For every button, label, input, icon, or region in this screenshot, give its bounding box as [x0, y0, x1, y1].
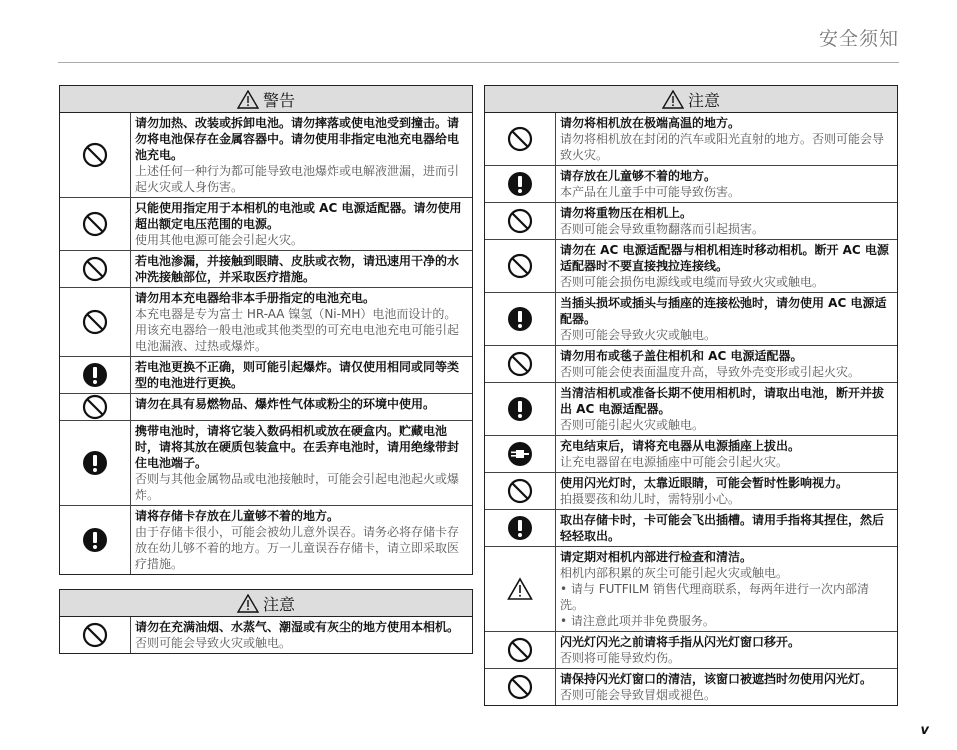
caution-box-right-heading — [485, 86, 897, 113]
safety-item-instruction: 取出存储卡时，卡可能会飞出插槽。请用手指将其捏住，然后轻轻取出。 — [560, 513, 885, 543]
mandatory-icon — [485, 383, 556, 435]
safety-item-note: 请勿将相机放在封闭的汽车或阳光直射的地方。否则可能会导致火灾。 — [560, 132, 885, 162]
safety-item-note: 本产品在儿童手中可能导致伤害。 — [560, 185, 741, 199]
safety-item-instruction: 若电池渗漏，并接触到眼睛、皮肤或衣物，请迅速用干净的水冲洗接触部位，并采取医疗措施。 — [135, 254, 460, 284]
safety-item — [60, 393, 472, 420]
safety-item-instruction: 请定期对相机内部进行检查和清洁。 — [560, 550, 753, 564]
prohibition-icon — [60, 198, 131, 250]
safety-item-note: 本充电器是专为富士 HR-AA 镍氢（Ni-MH）电池而设计的。用该充电器给一般电池或其他类型的可充电电池充电可能引起电池漏液、过热或爆炸。 — [135, 307, 460, 353]
caution-box-left — [59, 589, 473, 654]
safety-item-instruction: 当插头损坏或插头与插座的连接松弛时，请勿使用 AC 电源适配器。 — [560, 296, 887, 326]
prohibition-icon — [485, 346, 556, 382]
prohibition-icon — [485, 473, 556, 509]
warning-box-heading — [60, 86, 472, 113]
caution-triangle-icon — [485, 547, 556, 631]
safety-item — [485, 668, 897, 705]
caution-triangle-icon — [237, 90, 259, 109]
safety-item-note: 否则可能会导致火灾或触电。 — [135, 636, 292, 650]
header-divider — [58, 62, 899, 63]
page-number: v — [920, 723, 929, 738]
safety-item-text — [556, 166, 897, 202]
safety-item — [60, 197, 472, 250]
safety-item-instruction: 请存放在儿童够不着的地方。 — [560, 169, 717, 183]
safety-item-note: 让充电器留在电源插座中可能会引起火灾。 — [560, 455, 789, 469]
safety-item-instruction: 只能使用指定用于本相机的电池或 AC 电源适配器。请勿使用超出额定电压范围的电源。 — [135, 201, 462, 231]
prohibition-icon — [485, 113, 556, 165]
right-column — [484, 85, 898, 720]
prohibition-icon — [485, 240, 556, 292]
caution-box-right — [484, 85, 898, 706]
safety-item-instruction: 当清洁相机或准备长期不使用相机时，请取出电池，断开并拔出 AC 电源适配器。 — [560, 386, 885, 416]
box-heading-text: 注意 — [262, 594, 295, 614]
safety-item-text — [556, 632, 897, 668]
safety-item — [485, 631, 897, 668]
prohibition-icon — [60, 288, 131, 356]
safety-item — [485, 202, 897, 239]
safety-item — [60, 250, 472, 287]
safety-item — [485, 382, 897, 435]
safety-item-instruction: 请将存储卡存放在儿童够不着的地方。 — [135, 509, 340, 523]
safety-item-text — [131, 198, 472, 250]
safety-item-text — [556, 436, 897, 472]
caution-triangle-icon — [662, 90, 684, 109]
safety-item-instruction: 请勿将重物压在相机上。 — [560, 206, 693, 220]
safety-item-text — [556, 293, 897, 345]
safety-item — [485, 345, 897, 382]
safety-item-text — [131, 421, 472, 505]
safety-item — [485, 509, 897, 546]
safety-item-note: 否则可能会导致重物翻落而引起损害。 — [560, 222, 765, 236]
safety-item — [485, 165, 897, 202]
safety-item-instruction: 请勿在具有易燃物品、爆炸性气体或粉尘的环境中使用。 — [135, 397, 436, 411]
safety-item-text — [556, 203, 897, 239]
warning-box — [59, 85, 473, 575]
safety-item-instruction: 携带电池时，请将它装入数码相机或放在硬盒内。贮藏电池时，请将其放在硬质包装盒中。在丢弃电池时，请用绝缘带封住电池端子。 — [135, 424, 460, 470]
safety-item-note: 相机内部积累的灰尘可能引起火灾或触电。 — [560, 566, 789, 580]
safety-item-text — [131, 394, 472, 420]
safety-item-text — [131, 506, 472, 574]
safety-item-text — [556, 113, 897, 165]
safety-item — [485, 239, 897, 292]
safety-item-note: 由于存储卡很小，可能会被幼儿意外误吞。请务必将存储卡存放在幼儿够不着的地方。万一儿童误吞存储卡，请立即采取医疗措施。 — [135, 525, 460, 571]
safety-item-instruction: 请勿用本充电器给非本手册指定的电池充电。 — [135, 291, 376, 305]
safety-item-note: 使用其他电源可能会引起火灾。 — [135, 233, 304, 247]
safety-item-text — [131, 357, 472, 393]
prohibition-icon — [485, 203, 556, 239]
safety-item-note: 拍摄婴孩和幼儿时，需特别小心。 — [560, 492, 741, 506]
safety-item-text — [556, 547, 897, 631]
mandatory-icon — [60, 357, 131, 393]
caution-triangle-icon — [237, 594, 259, 613]
safety-item-bullet: • 请与 FUTFILM 销售代理商联系，每两年进行一次内部清洗。 — [560, 582, 870, 612]
prohibition-icon — [485, 669, 556, 705]
mandatory-icon — [60, 421, 131, 505]
prohibition-icon — [60, 251, 131, 287]
safety-item-text — [556, 510, 897, 546]
safety-item-text — [556, 240, 897, 292]
page-title: 安全须知 — [818, 28, 899, 50]
mandatory-icon — [60, 506, 131, 574]
mandatory-icon — [485, 510, 556, 546]
safety-item-note: 否则可能会使表面温度升高，导致外壳变形或引起火灾。 — [560, 365, 861, 379]
safety-item-instruction: 请保持闪光灯窗口的清洁，该窗口被遮挡时勿使用闪光灯。 — [560, 672, 873, 686]
safety-item — [60, 287, 472, 356]
safety-item-instruction: 使用闪光灯时，太靠近眼睛，可能会暂时性影响视力。 — [560, 476, 849, 490]
prohibition-icon — [60, 617, 131, 653]
safety-item-text — [556, 346, 897, 382]
safety-item-bullet: • 请注意此项并非免费服务。 — [560, 614, 715, 628]
safety-item-text — [556, 473, 897, 509]
safety-item-note: 否则可能引起火灾或触电。 — [560, 418, 705, 432]
box-heading-text: 注意 — [687, 90, 720, 110]
safety-item — [485, 113, 897, 165]
safety-item-instruction: 请勿在充满油烟、水蒸气、潮湿或有灰尘的地方使用本相机。 — [135, 620, 460, 634]
safety-item-text — [556, 383, 897, 435]
safety-item-instruction: 请勿将相机放在极端高温的地方。 — [560, 116, 741, 130]
safety-item — [60, 420, 472, 505]
safety-item — [485, 546, 897, 631]
safety-item-instruction: 若电池更换不正确，则可能引起爆炸。请仅使用相同或同等类型的电池进行更换。 — [135, 360, 460, 390]
safety-item-note: 否则可能会导致冒烟或褪色。 — [560, 688, 717, 702]
safety-item-note: 否则与其他金属物品或电池接触时，可能会引起电池起火或爆炸。 — [135, 472, 460, 502]
prohibition-icon — [485, 632, 556, 668]
safety-item — [485, 435, 897, 472]
mandatory-icon — [485, 293, 556, 345]
prohibition-icon — [60, 394, 131, 420]
mandatory-icon — [485, 166, 556, 202]
safety-item — [485, 292, 897, 345]
safety-item-note: 否则将可能导致灼伤。 — [560, 651, 681, 665]
safety-item-note: 否则可能会损伤电源线或电缆而导致火灾或触电。 — [560, 275, 825, 289]
prohibition-icon — [60, 113, 131, 197]
safety-item — [60, 617, 472, 653]
safety-item-instruction: 请勿用布或毯子盖住相机和 AC 电源适配器。 — [560, 349, 803, 363]
safety-item-instruction: 闪光灯闪光之前请将手指从闪光灯窗口移开。 — [560, 635, 801, 649]
safety-item-note: 上述任何一种行为都可能导致电池爆炸或电解液泄漏，进而引起火灾或人身伤害。 — [135, 164, 460, 194]
safety-item — [60, 356, 472, 393]
safety-item-text — [131, 113, 472, 197]
safety-item — [60, 113, 472, 197]
safety-item-text — [131, 617, 472, 653]
safety-item-text — [131, 288, 472, 356]
safety-item-instruction: 充电结束后，请将充电器从电源插座上拔出。 — [560, 439, 801, 453]
safety-item — [60, 505, 472, 574]
safety-item-instruction: 请勿在 AC 电源适配器与相机相连时移动相机。断开 AC 电源适配器时不要直接拽拉连接线。 — [560, 243, 889, 273]
caution-box-left-heading — [60, 590, 472, 617]
safety-item-instruction: 请勿加热、改装或拆卸电池。请勿摔落或使电池受到撞击。请勿将电池保存在金属容器中。请勿使用非指定电池充电器给电池充电。 — [135, 116, 460, 162]
unplug-icon — [485, 436, 556, 472]
safety-item-text — [131, 251, 472, 287]
left-column — [59, 85, 473, 668]
box-heading-text: 警告 — [262, 90, 295, 110]
safety-item-text — [556, 669, 897, 705]
safety-item-note: 否则可能会导致火灾或触电。 — [560, 328, 717, 342]
safety-item — [485, 472, 897, 509]
